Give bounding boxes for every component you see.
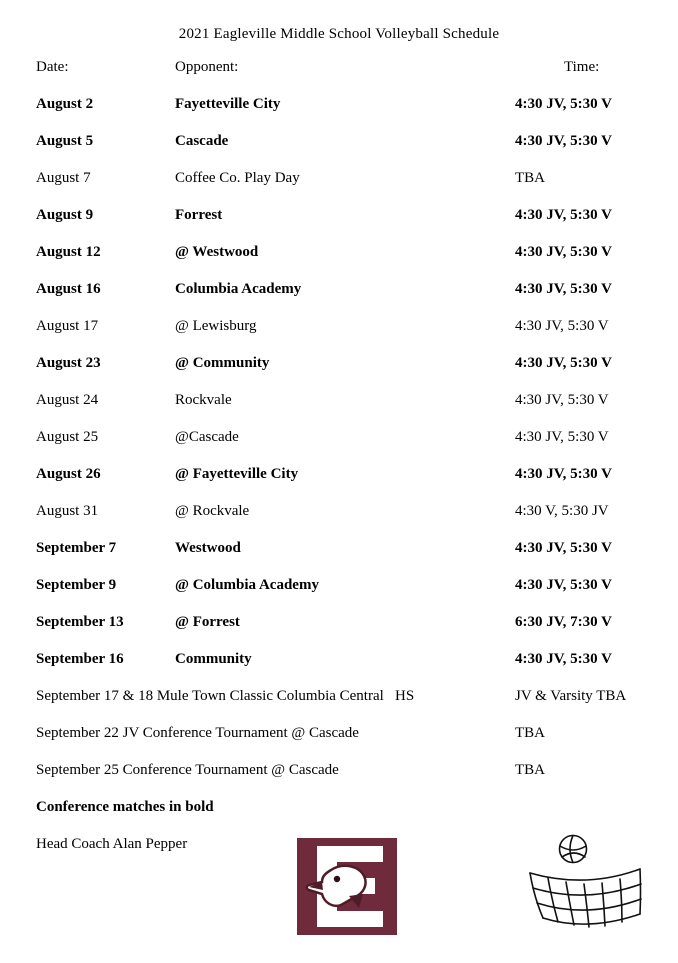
schedule-row bbox=[0, 308, 678, 345]
schedule-row bbox=[0, 382, 678, 419]
row-time: 4:30 JV, 5:30 V bbox=[515, 207, 612, 223]
schedule-row bbox=[0, 345, 678, 382]
row-opponent: @ Lewisburg bbox=[175, 318, 257, 334]
row-date: September 7 bbox=[36, 540, 117, 556]
row-date: August 2 bbox=[36, 96, 94, 112]
row-time: 4:30 JV, 5:30 V bbox=[515, 281, 612, 297]
row-opponent: @ Columbia Academy bbox=[175, 577, 319, 593]
schedule-row bbox=[0, 86, 678, 123]
row-opponent: Fayetteville City bbox=[175, 96, 281, 112]
row-date: August 9 bbox=[36, 207, 94, 223]
row-opponent: @Cascade bbox=[175, 429, 239, 445]
event-time: JV & Varsity TBA bbox=[515, 688, 627, 704]
event-row bbox=[0, 715, 678, 752]
row-opponent: Cascade bbox=[175, 133, 229, 149]
row-opponent: Coffee Co. Play Day bbox=[175, 170, 300, 186]
row-time: 4:30 JV, 5:30 V bbox=[515, 466, 612, 482]
event-text: September 25 Conference Tournament @ Cascade bbox=[36, 762, 339, 778]
header-opponent: Opponent: bbox=[175, 59, 239, 75]
row-date: August 5 bbox=[36, 133, 94, 149]
schedule-row bbox=[0, 456, 678, 493]
row-opponent: Rockvale bbox=[175, 392, 232, 408]
row-opponent: @ Fayetteville City bbox=[175, 466, 299, 482]
note-coach: Head Coach Alan Pepper bbox=[36, 836, 188, 852]
eagleville-logo bbox=[297, 838, 397, 935]
row-date: August 26 bbox=[36, 466, 101, 482]
row-time: 4:30 JV, 5:30 V bbox=[515, 392, 609, 408]
note-conference: Conference matches in bold bbox=[36, 799, 214, 815]
row-time: 6:30 JV, 7:30 V bbox=[515, 614, 612, 630]
row-time: 4:30 JV, 5:30 V bbox=[515, 318, 609, 334]
row-date: September 16 bbox=[36, 651, 124, 667]
schedule-row bbox=[0, 641, 678, 678]
row-time: 4:30 JV, 5:30 V bbox=[515, 133, 612, 149]
schedule-row bbox=[0, 234, 678, 271]
schedule-rows bbox=[0, 86, 678, 678]
row-time: 4:30 JV, 5:30 V bbox=[515, 355, 612, 371]
row-opponent: @ Forrest bbox=[175, 614, 240, 630]
row-time: 4:30 V, 5:30 JV bbox=[515, 503, 609, 519]
header-time: Time: bbox=[564, 59, 600, 75]
schedule-row bbox=[0, 197, 678, 234]
row-opponent: Columbia Academy bbox=[175, 281, 302, 297]
schedule-row bbox=[0, 271, 678, 308]
row-time: 4:30 JV, 5:30 V bbox=[515, 651, 612, 667]
row-time: TBA bbox=[515, 170, 545, 186]
row-date: August 17 bbox=[36, 318, 99, 334]
volleyball-net-icon bbox=[526, 833, 644, 933]
row-date: August 12 bbox=[36, 244, 101, 260]
row-time: 4:30 JV, 5:30 V bbox=[515, 540, 612, 556]
event-row bbox=[0, 752, 678, 789]
row-time: 4:30 JV, 5:30 V bbox=[515, 429, 609, 445]
event-rows bbox=[0, 678, 678, 789]
page-title: 2021 Eagleville Middle School Volleyball Schedule bbox=[178, 26, 500, 42]
row-opponent: @ Community bbox=[175, 355, 270, 371]
schedule-row bbox=[0, 123, 678, 160]
event-text: September 17 & 18 Mule Town Classic Columbia Central HS bbox=[36, 688, 415, 704]
row-time: 4:30 JV, 5:30 V bbox=[515, 244, 612, 260]
row-date: August 24 bbox=[36, 392, 99, 408]
row-date: September 9 bbox=[36, 577, 117, 593]
row-opponent: @ Westwood bbox=[175, 244, 259, 260]
schedule-row bbox=[0, 530, 678, 567]
row-date: August 31 bbox=[36, 503, 99, 519]
row-time: 4:30 JV, 5:30 V bbox=[515, 96, 612, 112]
schedule-row bbox=[0, 419, 678, 456]
table-header bbox=[0, 49, 678, 86]
event-text: September 22 JV Conference Tournament @ Cascade bbox=[36, 725, 359, 741]
row-opponent: Forrest bbox=[175, 207, 223, 223]
event-row bbox=[0, 678, 678, 715]
event-time: TBA bbox=[515, 762, 545, 778]
schedule-row bbox=[0, 493, 678, 530]
row-date: August 7 bbox=[36, 170, 91, 186]
schedule-row bbox=[0, 604, 678, 641]
event-time: TBA bbox=[515, 725, 545, 741]
row-date: August 23 bbox=[36, 355, 101, 371]
row-time: 4:30 JV, 5:30 V bbox=[515, 577, 612, 593]
schedule-row bbox=[0, 160, 678, 197]
row-opponent: Westwood bbox=[175, 540, 241, 556]
row-date: August 16 bbox=[36, 281, 101, 297]
row-opponent: @ Rockvale bbox=[175, 503, 250, 519]
schedule-row bbox=[0, 567, 678, 604]
row-date: September 13 bbox=[36, 614, 124, 630]
header-date: Date: bbox=[36, 59, 69, 75]
row-opponent: Community bbox=[175, 651, 252, 667]
row-date: August 25 bbox=[36, 429, 99, 445]
